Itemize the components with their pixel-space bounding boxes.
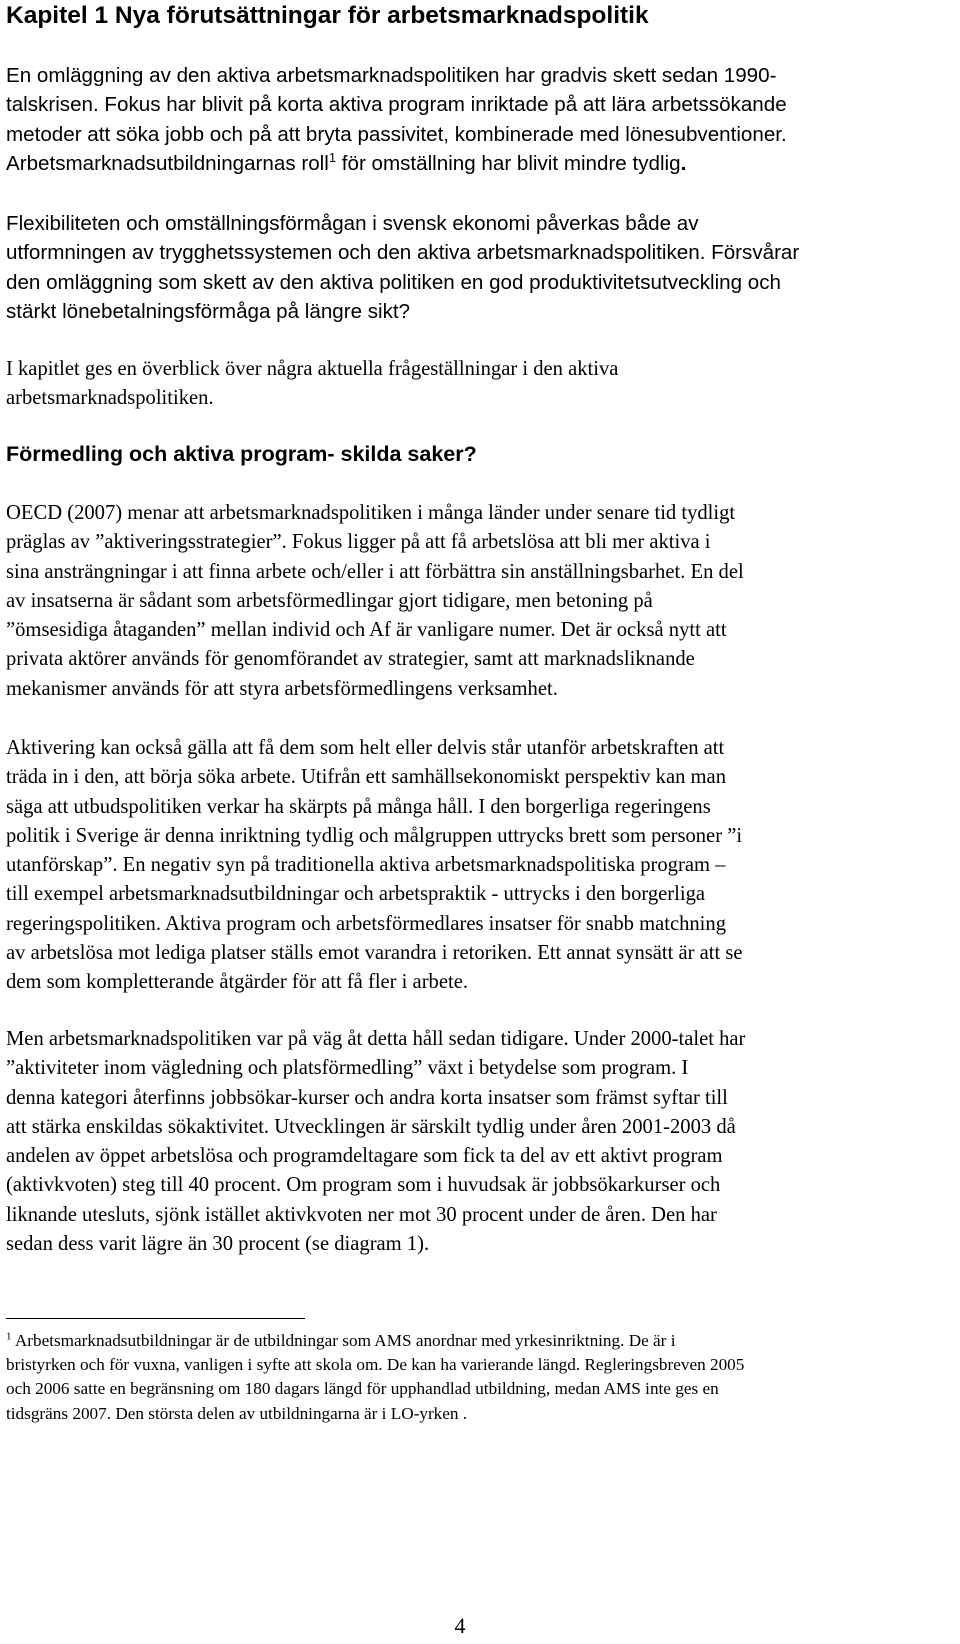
intro-paragraph-end-mark: . [680,151,687,175]
activation-paragraph: Aktivering kan också gälla att få dem som helt eller delvis står utanför arbetskraften att träda in i den, att börja söka arbete. Utifrån ett samhällsekonomiskt perspektiv kan man säga att utbudspolitiken verkar ha skärpts på många håll. I den borgerliga regeringens politik i Sverige är denna inriktning tydlig och målgruppen uttrycks brett som personer ”i utanförskap”. En negativ syn på traditionella aktiva arbetsmarknadspolitiska program – till exempel arbetsmarknadsutbildningar och arbetspraktik - uttrycks i den borgerliga regeringspolitiken. Aktiva program och arbetsförmedlares insatser för snabb matchning av arbetslösa mot lediga platser ställs emot varandra i retoriken. Ett annat synsätt är att se dem som kompletterande åtgärder för att få fler i arbete. [6,737,743,994]
flexibility-paragraph: Flexibiliteten och omställningsförmågan i svensk ekonomi påverkas både av utformningen av trygghetssystemen och den aktiva arbetsmarknadspolitiken. Försvårar den omläggning som skett av den aktiva politiken en god produktivitetsutveckling och stärkt lönebetalningsförmåga på längre sikt? [6,212,800,323]
intro-paragraph [6,61,936,178]
oecd-paragraph: OECD (2007) menar att arbetsmarknadspolitiken i många länder under senare tid tydligt präglas av ”aktiveringsstrategier”. Fokus ligger på att få arbetslösa att bli mer aktiva i sina ansträngningar i att finna arbete och/eller i att förbättra sin anställningsbarhet. En del av insatserna är sådant som arbetsförmedlingar gjort tidigare, men betoning på ”ömsesidiga åtaganden” mellan individ och Af är vanligare numer. Det är också nytt att privata aktörer används för genomförandet av strategier, samt att marknadsliknande mekanismer används för att styra arbetsförmedlingens verksamhet. [6,502,744,700]
overview-paragraph: I kapitlet ges en överblick över några aktuella frågeställningar i den aktiva arbetsmarknadspolitiken. [6,358,619,410]
section-heading: Förmedling och aktiva program- skilda saker? [6,442,477,466]
intro-paragraph-text-after: för omställning har blivit mindre tydlig [336,151,681,175]
footnote [6,1329,936,1426]
footnote-reference[interactable]: 1 [328,150,337,166]
footnote-separator [6,1318,305,1319]
footnote-text: Arbetsmarknadsutbildningar är de utbildningar som AMS anordnar med yrkesinriktning. De är i bristyrken och för vuxna, vanligen i syfte att skola om. De kan ha varierande längd. Regleringsbreven 2005 och 2006 satte en begränsning om 180 dagars längd för upphandlad utbildning, medan AMS inte ges en tidsgräns 2007. Den största delen av utbildningarna är i LO-yrken . [6,1331,745,1423]
chapter-title: Kapitel 1 Nya förutsättningar för arbetsmarknadspolitik [6,2,649,29]
history-paragraph: Men arbetsmarknadspolitiken var på väg åt detta håll sedan tidigare. Under 2000-talet har ”aktiviteter inom vägledning och platsförmedling” växt i betydelse som program. I denna kategori återfinns jobbsökar-kurser och andra korta insatser som främst syftar till att stärka enskildas sökaktivitet. Utvecklingen är särskilt tydlig under åren 2001-2003 då andelen av öppet arbetslösa och programdeltagare som fick ta del av ett aktivt program (aktivkvoten) steg till 40 procent. Om program som i huvudsak är jobbsökarkurser och liknande utesluts, sjönk istället aktivkvoten ner mot 30 procent under de åren. Den har sedan dess varit lägre än 30 procent (se diagram 1). [6,1028,746,1256]
page-number: 4 [454,1613,466,1638]
intro-paragraph-text: En omläggning av den aktiva arbetsmarknadspolitiken har gradvis skett sedan 1990- talskrisen. Fokus har blivit på korta aktiva program inriktade på att lära arbetssökande metoder att söka jobb och på att bryta passivitet, kombinerade med lönesubventioner. Arbetsmarknadsutbildningarnas roll [6,64,787,175]
footnote-marker: 1 [6,1330,12,1343]
